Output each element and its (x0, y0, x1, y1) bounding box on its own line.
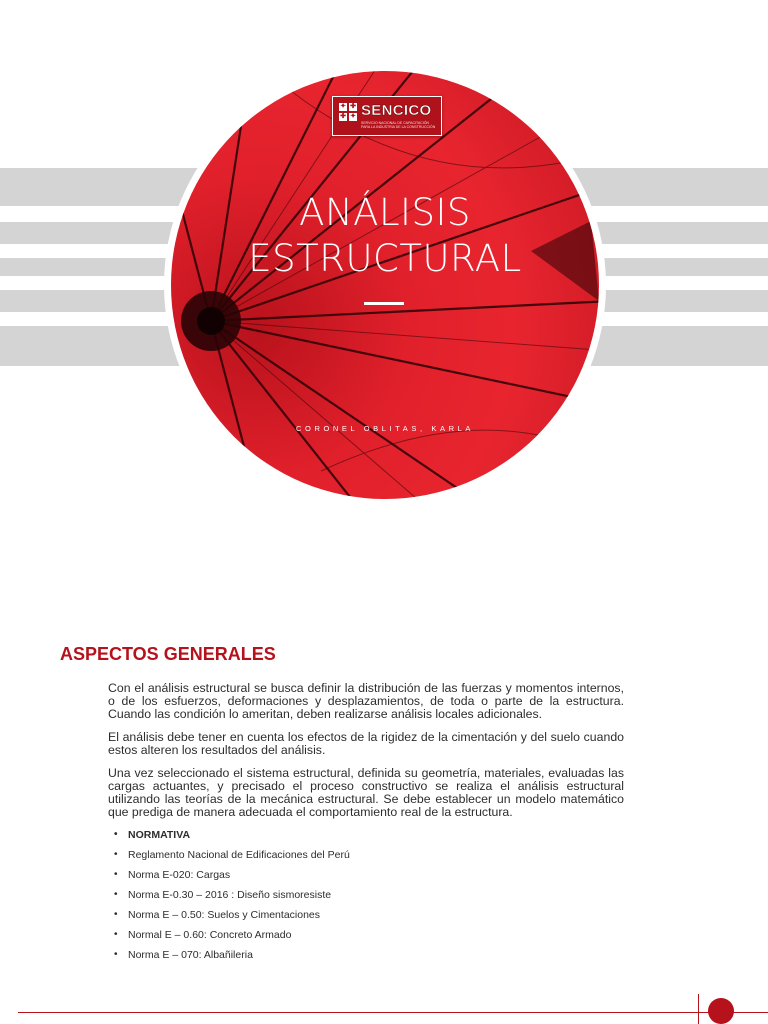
footer-divider (698, 994, 699, 1024)
normativa-list (108, 829, 624, 961)
section-title: ASPECTOS GENERALES (60, 644, 276, 664)
footer-dot-icon (708, 998, 734, 1024)
footer-rule (18, 1012, 768, 1013)
title-divider (364, 302, 404, 305)
list-item: • Norma E – 0.50: Suelos y Cimentaciones (108, 909, 624, 921)
paragraph: El análisis debe tener en cuenta los efectos de la rigidez de la cimentación y del suelo cuando estos alteren los resultados del análisis. (108, 730, 624, 757)
list-item: • Norma E-0.30 – 2016 : Diseño sismoresiste (108, 889, 624, 901)
section-content (108, 682, 624, 969)
list-item: • Norma E – 070: Albañileria (108, 949, 624, 961)
cover-title-line2: ESTRUCTURAL (248, 237, 522, 280)
list-item: • Reglamento Nacional de Edificaciones del Perú (108, 849, 624, 861)
cover-title (171, 190, 599, 282)
logo-emblem-icon: ✦ ✚ ✚ ✦ (340, 103, 356, 120)
list-heading: • NORMATIVA (108, 829, 624, 841)
paragraph: Con el análisis estructural se busca definir la distribución de las fuerzas y momentos internos, o de los esfuerzos, deformaciones y desplazamientos, de toda o parte de la estructura. Cuando las condición lo ameritan, deben realizarse análisis locales adicionales. (108, 681, 624, 721)
cover-author: CORONEL OBLITAS, KARLA (296, 424, 474, 433)
sencico-logo (332, 96, 442, 136)
cover-title-line1: ANÁLISIS (299, 191, 471, 234)
list-item: • Norma E-020: Cargas (108, 869, 624, 881)
logo-name: SENCICO (361, 102, 432, 119)
logo-subtitle: SERVICIO NACIONAL DE CAPACITACIÓN PARA LA INDUSTRIA DE LA CONSTRUCCIÓN (361, 121, 436, 129)
paragraph: Una vez seleccionado el sistema estructural, definida su geometría, materiales, evaluadas las cargas actuantes, y precisado el proceso constructivo se realiza el análisis estructural utilizando las teorías de la mecánica estructural. Se debe establecer un modelo matemático que prediga de manera adecuada el comportamiento real de la estructura. (108, 766, 624, 819)
list-item: • Normal E – 0.60: Concreto Armado (108, 929, 624, 941)
